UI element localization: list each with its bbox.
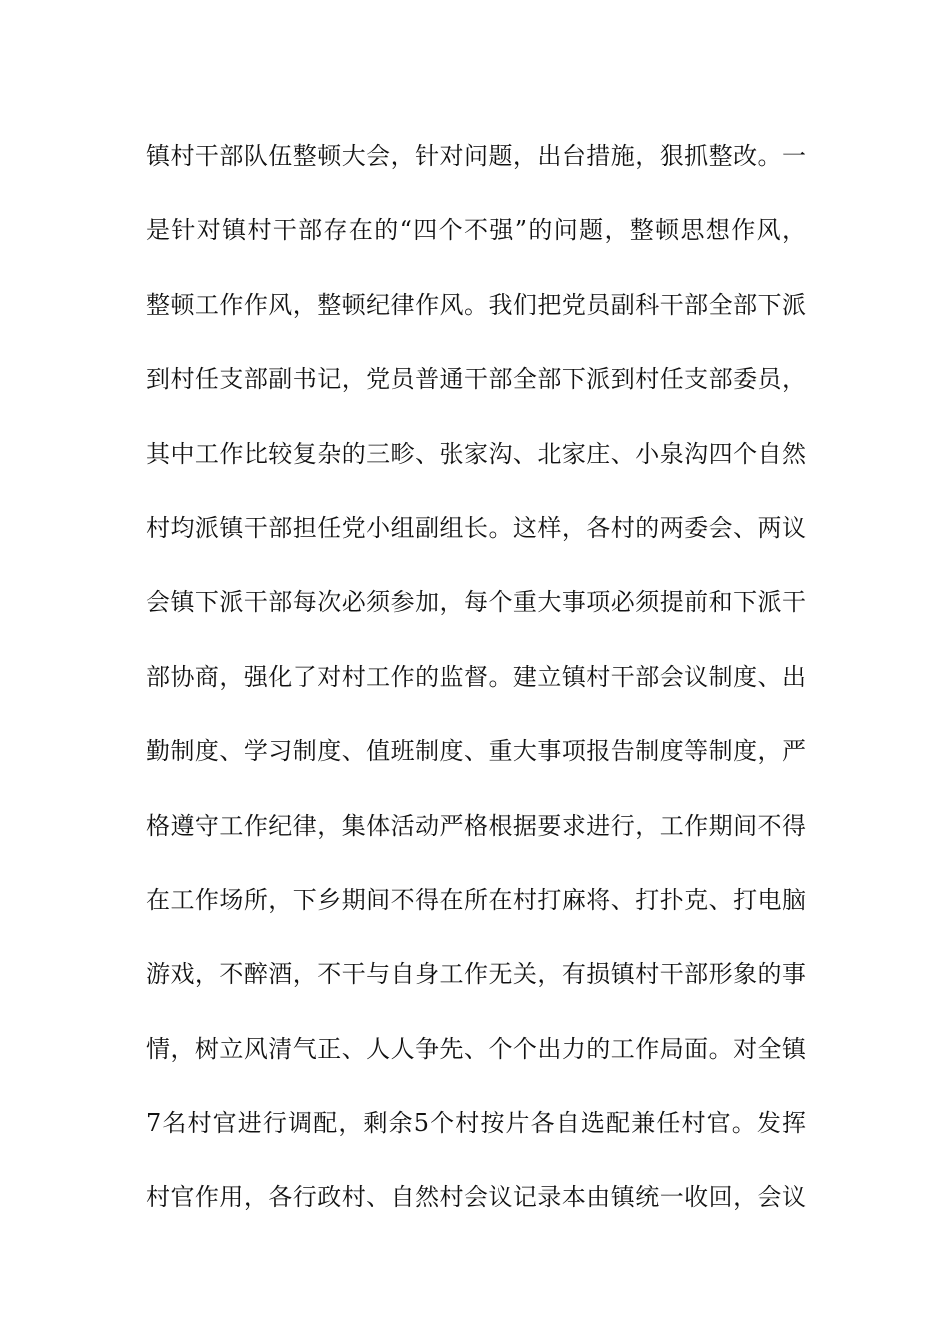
text-line: 情，树立风清气正、人人争先、个个出力的工作局面。对全镇 [146,1034,806,1063]
text-line: 勤制度、学习制度、值班制度、重大事项报告制度等制度，严 [146,737,806,766]
body-paragraph [146,130,806,1246]
text-line: 镇村干部队伍整顿大会，针对问题，出台措施，狠抓整改。一 [146,142,806,170]
text-line: 整顿工作作风，整顿纪律作风。我们把党员副科干部全部下派 [146,290,806,319]
text-line: 在工作场所，下乡期间不得在所在村打麻将、打扑克、打电脑 [146,885,806,914]
text-line: 游戏，不醉酒，不干与自身工作无关，有损镇村干部形象的事 [146,960,806,989]
text-line: 其中工作比较复杂的三畛、张家沟、北家庄、小泉沟四个自然 [146,439,806,468]
text-line: 是针对镇村干部存在的“四个不强”的问题，整顿思想作风， [146,216,806,245]
text-line: 格遵守工作纪律，集体活动严格根据要求进行，工作期间不得 [146,811,806,840]
text-line: 到村任支部副书记，党员普通干部全部下派到村任支部委员， [146,365,806,394]
text-line: 7名村官进行调配，剩余5个村按片各自选配兼任村官。发挥 [146,1109,806,1138]
text-line: 会镇下派干部每次必须参加，每个重大事项必须提前和下派干 [146,588,806,617]
text-line: 部协商，强化了对村工作的监督。建立镇村干部会议制度、出 [146,662,806,691]
text-line: 村均派镇干部担任党小组副组长。这样，各村的两委会、两议 [146,513,806,542]
text-line: 村官作用，各行政村、自然村会议记录本由镇统一收回，会议 [146,1183,806,1212]
